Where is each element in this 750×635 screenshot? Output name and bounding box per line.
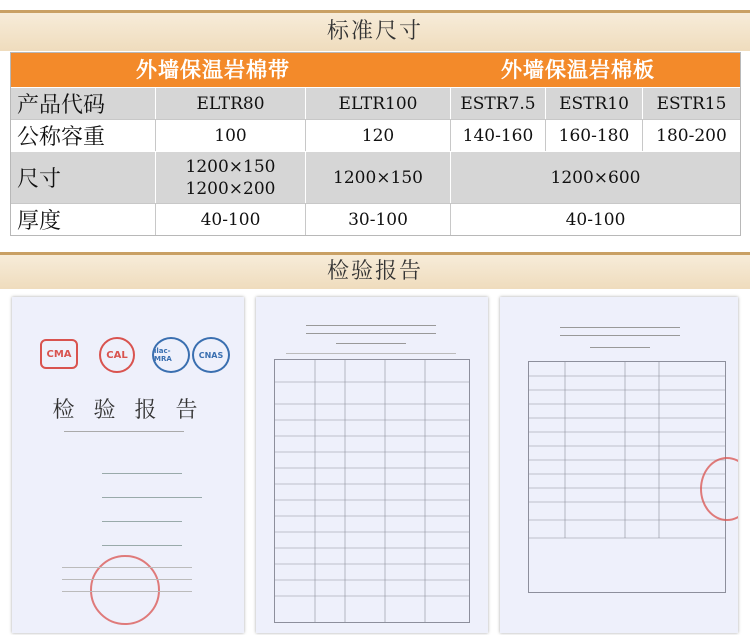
header-line [336,343,406,344]
header-line [560,335,680,336]
row-label: 厚度 [11,203,156,235]
table-row [11,87,740,119]
group-header-board: 外墙保温岩棉板 [501,58,655,82]
footer-line [62,567,192,568]
data-table-grid [275,360,469,622]
table-group-header [11,53,740,87]
logo-text: CMA [46,348,72,360]
field-line [102,497,202,498]
row-label: 公称容重 [11,119,156,151]
table-cell: ELTR100 [306,87,451,119]
cell-line: 1200×200 [185,178,276,199]
table-cell: 30-100 [306,203,451,235]
header-line [286,353,456,354]
group-header-strip: 外墙保温岩棉带 [136,58,290,82]
footer-line [62,591,192,592]
table-cell: 180-200 [643,119,740,151]
report-title: 检 验 报 告 [52,398,204,423]
cma-logo [40,339,78,369]
table-cell: 1200×600 [451,151,740,203]
footer-line [62,579,192,580]
table-cell: 140-160 [451,119,546,151]
table-cell: ESTR7.5 [451,87,546,119]
table-cell [156,151,306,203]
table-cell: 100 [156,119,306,151]
cnas-logo [192,337,230,373]
report-summary-page-image [500,297,738,633]
ilac-logo [152,337,190,373]
table-cell: 1200×150 [306,151,451,203]
data-table-image [274,359,470,623]
header-line [306,325,436,326]
header-line [560,327,680,328]
field-line [102,473,182,474]
table-cell: 120 [306,119,451,151]
section-banner-standard-size [0,10,750,51]
logo-text: CAL [106,349,128,361]
section-title: 检验报告 [326,259,423,284]
report-images [0,292,750,635]
table-cell: ELTR80 [156,87,306,119]
header-line [590,347,650,348]
cell-line: 1200×150 [185,156,276,177]
summary-table-image [528,361,726,593]
red-seal [90,555,160,625]
row-label: 尺寸 [11,151,156,203]
table-cell: 40-100 [156,203,306,235]
table-cell: ESTR10 [546,87,643,119]
spec-table [10,52,741,236]
cal-logo [99,337,135,373]
table-row [11,203,740,235]
report-cover-image [12,297,244,633]
field-line [102,545,182,546]
table-cell: 160-180 [546,119,643,151]
table-row [11,119,740,151]
section-banner-inspection-report [0,252,750,289]
logo-text: ilac-MRA [154,347,172,363]
divider [64,431,184,432]
field-line [102,521,182,522]
header-line [306,333,436,334]
logo-text: CNAS [198,350,224,360]
table-cell: 40-100 [451,203,740,235]
table-cell: ESTR15 [643,87,740,119]
report-data-page-image [256,297,488,633]
table-row [11,151,740,203]
section-title: 标准尺寸 [326,19,423,44]
summary-table-grid [529,362,725,592]
row-label: 产品代码 [11,87,156,119]
